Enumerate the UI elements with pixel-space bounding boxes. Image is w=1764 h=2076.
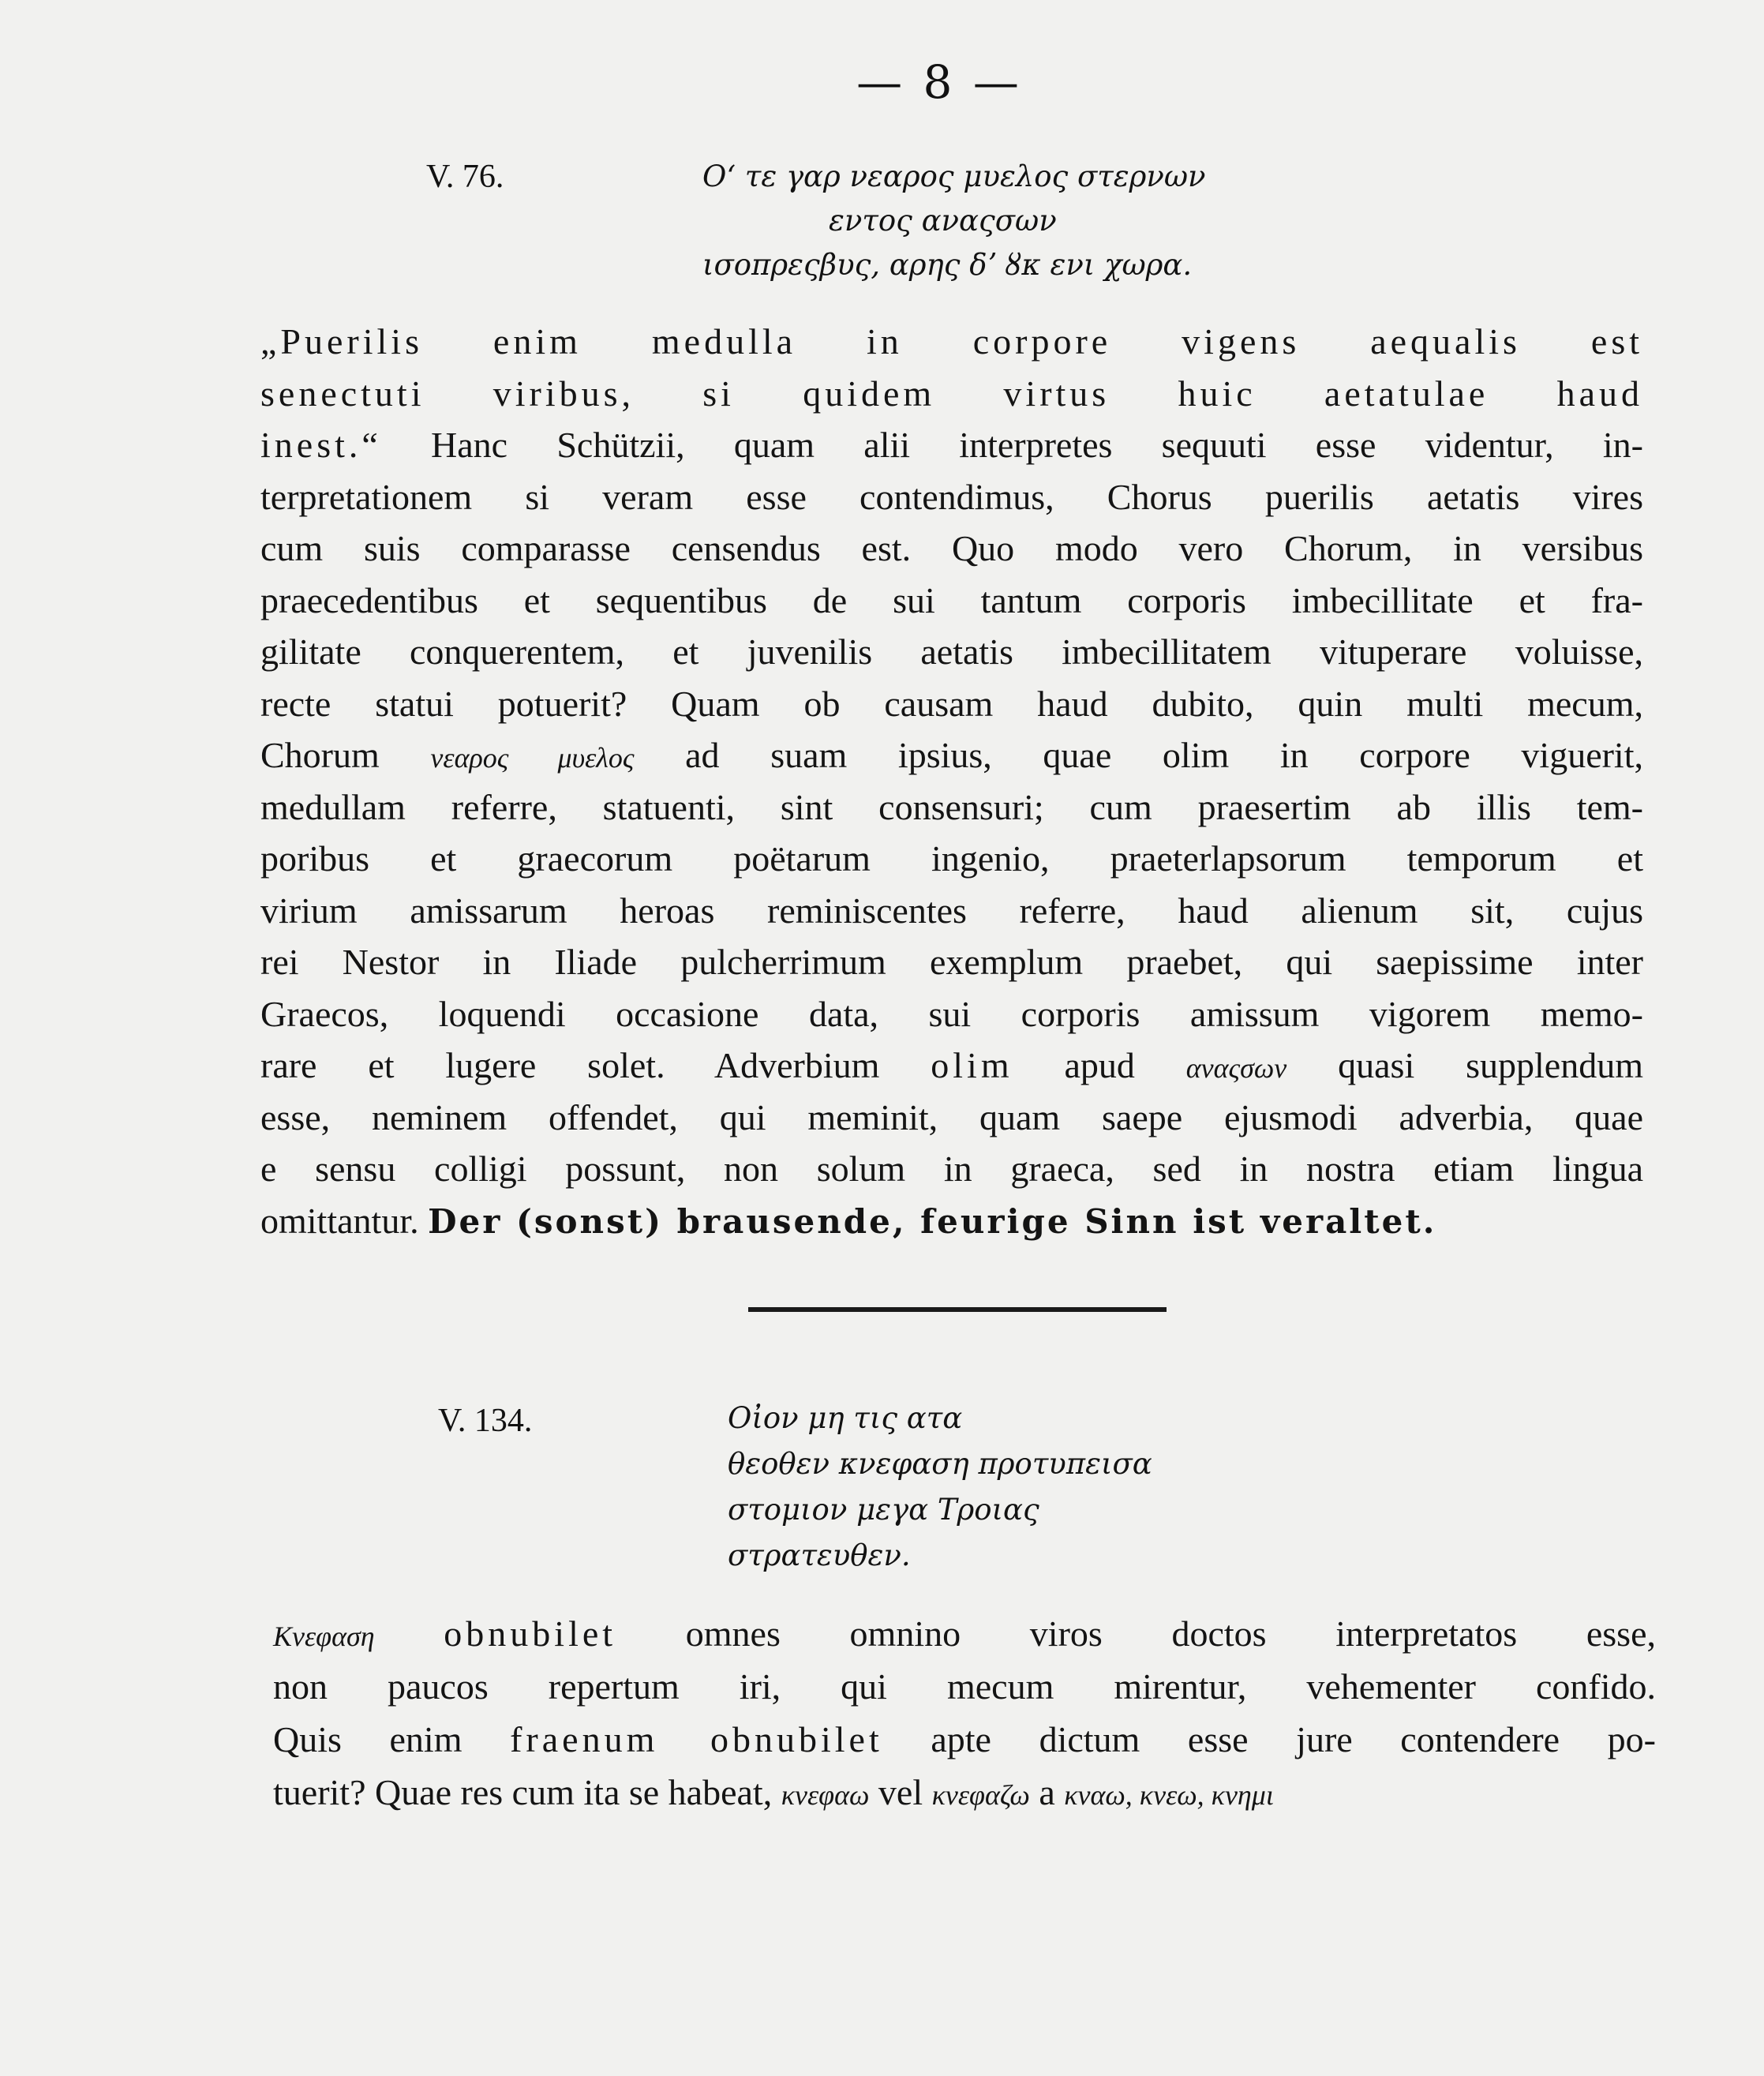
greek-line: θεοθεν κνεφαση προτυπεισα	[728, 1447, 1152, 1481]
text-line	[260, 419, 1643, 471]
text-line	[260, 523, 1643, 575]
commentary-paragraph-76	[260, 316, 1643, 1246]
text-line	[260, 936, 1643, 988]
text-line	[260, 988, 1643, 1040]
text-run	[375, 1613, 444, 1654]
text-run: Graecos, loquendi occasione data, sui corporis amissum vigorem memo-	[260, 993, 1643, 1034]
page-number: — 8 —	[856, 55, 1022, 109]
emphasized-text: senectuti viribus, si quidem virtus huic aetatulae haud	[260, 373, 1643, 414]
emphasized-text: „Puerilis enim medulla in corpore vigens aequalis est	[260, 321, 1643, 362]
greek-line: εντος αναςσων	[829, 204, 1057, 238]
text-line	[260, 729, 1643, 781]
text-line	[260, 575, 1643, 627]
greek-term: Κνεφαση	[273, 1621, 375, 1652]
text-run: esse, neminem offendet, qui meminit, quam saepe ejusmodi adverbia, quae	[260, 1096, 1643, 1137]
text-run: Chorum	[260, 735, 431, 775]
text-line	[260, 1040, 1643, 1092]
text-run: ad suam ipsius, quae olim in corpore viguerit,	[634, 735, 1643, 775]
german-gloss: Der (sonst) brausende, feurige Sinn ist veraltet.	[428, 1201, 1437, 1241]
text-run: rare et lugere solet. Adverbium	[260, 1045, 931, 1085]
greek-line: Οʻ τε γαρ νεαρος μυελος στερνων	[702, 159, 1206, 193]
greek-line: στομιον μεγα Τροιας	[728, 1493, 1039, 1527]
section-divider	[748, 1307, 1167, 1312]
text-line	[260, 626, 1643, 678]
text-run: rei Nestor in Iliade pulcherrimum exemplum praebet, qui saepissime inter	[260, 942, 1643, 982]
greek-term: κναω, κνεω, κνημι	[1064, 1779, 1274, 1811]
text-run: a	[1029, 1772, 1065, 1812]
text-run: praecedentibus et sequentibus de sui tantum corporis imbecillitate et fra-	[260, 579, 1643, 620]
text-run: cum suis comparasse censendus est. Quo modo vero Chorum, in versibus	[260, 528, 1643, 568]
text-run: tuerit? Quae res cum ita se habeat,	[273, 1772, 781, 1812]
text-line	[273, 1660, 1656, 1713]
emphasized-text: fraenum obnubilet	[510, 1719, 883, 1759]
text-line	[260, 368, 1643, 420]
greek-term: αναςσων	[1185, 1052, 1287, 1084]
greek-term: κνεφαζω	[931, 1779, 1030, 1811]
text-run: medullam referre, statuenti, sint consensuri; cum praesertim ab illis tem-	[260, 786, 1643, 827]
text-run: omittantur.	[260, 1200, 429, 1241]
greek-line: Οἰον μη τις ατα	[728, 1401, 963, 1435]
text-line	[273, 1607, 1656, 1660]
text-run: quasi supplendum	[1286, 1045, 1643, 1085]
text-run: apud	[1013, 1045, 1186, 1085]
text-line	[260, 833, 1643, 885]
text-run: gilitate conquerentem, et juvenilis aetatis imbecillitatem vituperare voluisse,	[260, 631, 1643, 672]
text-run: omnes omnino viros doctos interpretatos esse,	[616, 1613, 1656, 1654]
text-line	[260, 885, 1643, 937]
verse-label-76: V. 76.	[426, 159, 504, 195]
greek-quote-134	[728, 1396, 1152, 1579]
text-line	[260, 1195, 1643, 1247]
text-line	[260, 1143, 1643, 1195]
text-line	[260, 678, 1643, 730]
text-run: e sensu colligi possunt, non solum in graeca, sed in nostra etiam lingua	[260, 1149, 1643, 1189]
text-run: virium amissarum heroas reminiscentes referre, haud alienum sit, cujus	[260, 890, 1643, 931]
greek-line: στρατευθεν.	[728, 1538, 911, 1572]
text-run: non paucos repertum iri, qui mecum mirentur, vehementer confido.	[273, 1666, 1656, 1707]
text-run: recte statui potuerit? Quam ob causam haud dubito, quin multi mecum,	[260, 683, 1643, 724]
text-line	[260, 1092, 1643, 1144]
emphasized-text: obnubilet	[444, 1613, 617, 1654]
verse-label-134: V. 134.	[438, 1403, 533, 1439]
text-run: vel	[869, 1772, 932, 1812]
text-line	[273, 1713, 1656, 1766]
greek-term: κνεφαω	[781, 1779, 870, 1811]
text-line	[260, 781, 1643, 834]
text-run: terpretationem si veram esse contendimus, Chorus puerilis aetatis vires	[260, 476, 1643, 517]
text-line	[260, 316, 1643, 368]
text-run: Quis enim	[273, 1719, 511, 1759]
emphasized-text: inest.“	[260, 425, 382, 465]
text-run: apte dictum esse jure contendere po-	[882, 1719, 1656, 1759]
emphasized-text: olim	[931, 1045, 1013, 1085]
greek-line: ισοπρεςβυς, αρης δʼ ȣκ ενι χωρα.	[702, 248, 1193, 282]
text-run: Hanc Schützii, quam alii interpretes sequuti esse videntur, in-	[381, 425, 1643, 465]
text-run: poribus et graecorum poëtarum ingenio, praeterlapsorum temporum et	[260, 838, 1643, 879]
greek-term: νεαρος μυελος	[430, 742, 635, 774]
text-line	[273, 1766, 1656, 1819]
commentary-paragraph-134	[273, 1607, 1656, 1819]
text-line	[260, 471, 1643, 523]
greek-quote-76	[695, 155, 1206, 287]
